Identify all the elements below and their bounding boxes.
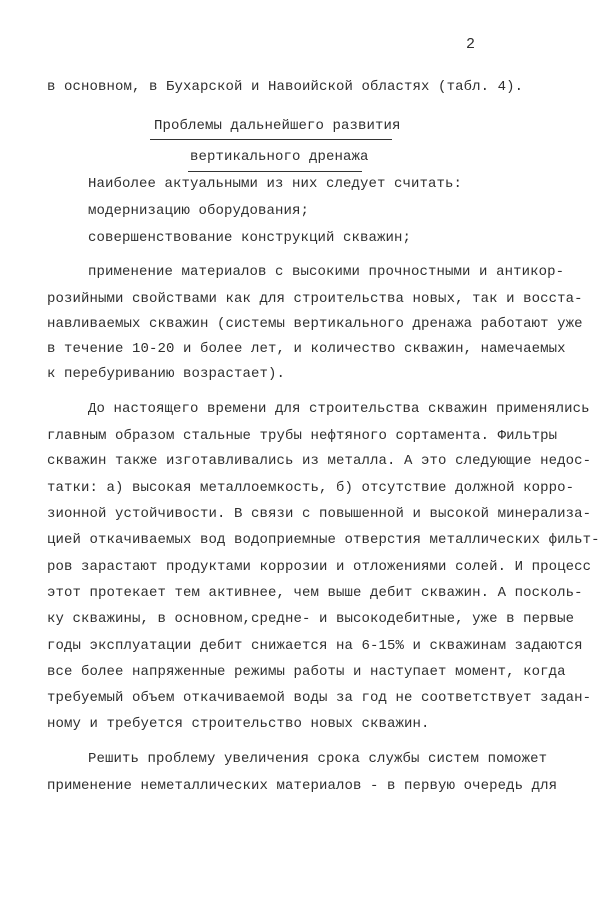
text-line: этот протекает тем активнее, чем выше дебит скважин. А посколь-	[47, 585, 583, 601]
text-line: применение материалов с высокими прочностными и антикор-	[88, 264, 565, 280]
text-line: Наиболее актуальными из них следует считать:	[88, 176, 463, 192]
text-line: розийными свойствами как для строительства новых, так и восста-	[47, 291, 583, 307]
text-line: скважин также изготавливались из металла. А это следующие недос-	[47, 453, 592, 469]
text-line: До настоящего времени для строительства скважин применялись	[88, 401, 590, 417]
text-line: цией откачиваемых вод водоприемные отверстия металлических фильт-	[47, 532, 600, 548]
text-line: ров зарастают продуктами коррозии и отложениями солей. И процесс	[47, 559, 592, 575]
text-line: главным образом стальные трубы нефтяного сортамента. Фильтры	[47, 428, 558, 444]
text-line: зионной устойчивости. В связи с повышенной и высокой минерализа-	[47, 506, 592, 522]
text-line: все более напряженные режимы работы и наступает момент, когда	[47, 664, 566, 680]
text-line: применение неметаллических материалов - в первую очередь для	[47, 778, 558, 794]
text-line: в основном, в Бухарской и Навоийской областях (табл. 4).	[47, 79, 524, 95]
text-line: в течение 10-20 и более лет, и количество скважин, намечаемых	[47, 341, 566, 357]
heading-underline	[150, 139, 392, 140]
text-line: ку скважины, в основном,средне- и высокодебитные, уже в первые	[47, 611, 575, 627]
text-line: модернизацию оборудования;	[88, 203, 310, 219]
text-line: ному и требуется строительство новых скважин.	[47, 716, 430, 732]
text-line: к перебуриванию возрастает).	[47, 366, 286, 382]
text-line: навливаемых скважин (системы вертикального дренажа работают уже	[47, 316, 583, 332]
text-line: Решить проблему увеличения срока службы систем поможет	[88, 751, 548, 767]
text-line: годы эксплуатации дебит снижается на 6-15% и скважинам задаются	[47, 638, 583, 654]
heading-underline	[188, 171, 362, 172]
text-line: татки: а) высокая металлоемкость, б) отсутствие должной корро-	[47, 480, 575, 496]
page-number: 2	[466, 36, 476, 53]
text-line: требуемый объем откачиваемой воды за год не соответствует задан-	[47, 690, 592, 706]
text-line: совершенствование конструкций скважин;	[88, 230, 412, 246]
section-heading-line-1: Проблемы дальнейшего развития	[154, 118, 401, 134]
section-heading-line-2: вертикального дренажа	[190, 149, 369, 165]
